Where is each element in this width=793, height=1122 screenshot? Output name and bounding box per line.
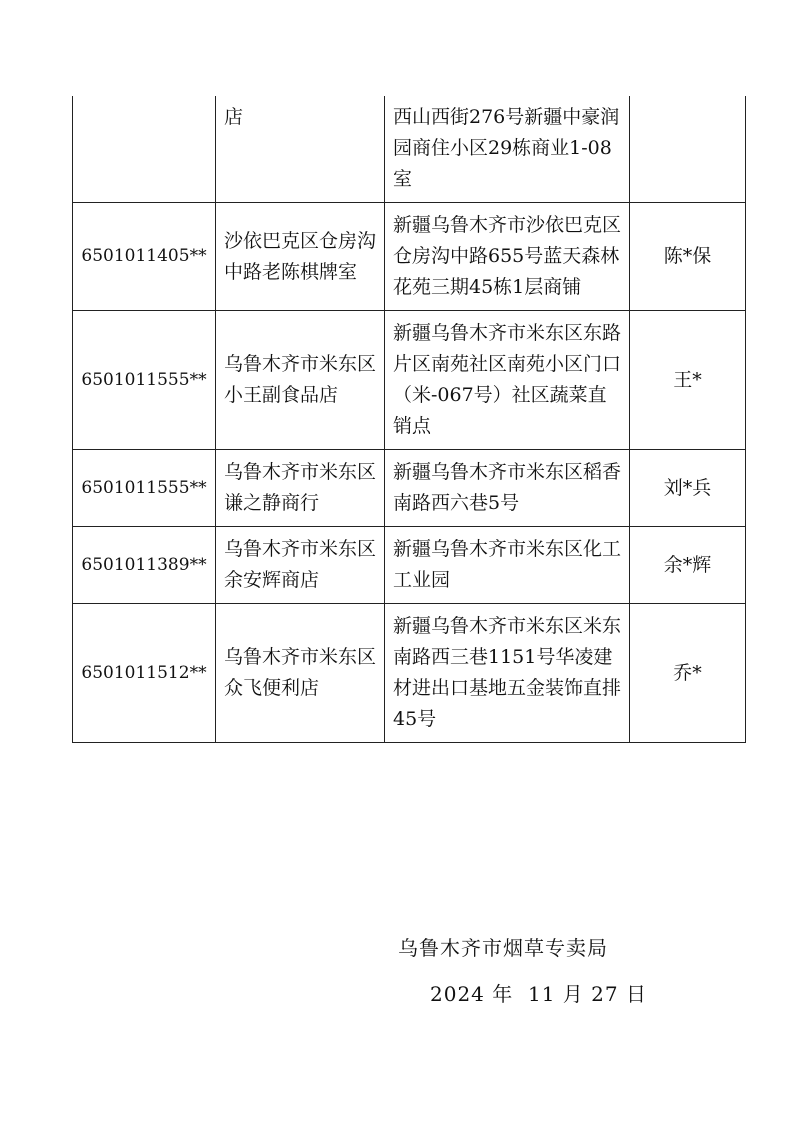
address-cell: 新疆乌鲁木齐市米东区稻香南路西六巷5号	[385, 450, 630, 527]
store-name-cell: 乌鲁木齐市米东区小王副食品店	[216, 311, 385, 450]
store-name-cell: 店	[216, 96, 385, 203]
table-row	[73, 96, 746, 203]
issuing-organization: 乌鲁木齐市烟草专卖局	[398, 936, 608, 960]
license-id-cell: 6501011405**	[73, 203, 216, 311]
table-row	[73, 527, 746, 604]
license-id-cell	[73, 96, 216, 203]
address-cell: 新疆乌鲁木齐市米东区东路片区南苑社区南苑小区门口（米-067号）社区蔬菜直销点	[385, 311, 630, 450]
license-id-cell: 6501011555**	[73, 311, 216, 450]
person-cell: 余*辉	[630, 527, 746, 604]
address-cell: 新疆乌鲁木齐市米东区米东南路西三巷1151号华凌建材进出口基地五金装饰直排45号	[385, 604, 630, 743]
person-cell: 王*	[630, 311, 746, 450]
person-cell: 乔*	[630, 604, 746, 743]
person-cell	[630, 96, 746, 203]
store-name-cell: 乌鲁木齐市米东区谦之静商行	[216, 450, 385, 527]
table-row	[73, 311, 746, 450]
store-name-cell: 沙依巴克区仓房沟中路老陈棋牌室	[216, 203, 385, 311]
address-cell: 新疆乌鲁木齐市米东区化工工业园	[385, 527, 630, 604]
address-cell: 新疆乌鲁木齐市沙依巴克区仓房沟中路655号蓝天森林花苑三期45栋1层商铺	[385, 203, 630, 311]
license-id-cell: 6501011555**	[73, 450, 216, 527]
license-id-cell: 6501011512**	[73, 604, 216, 743]
person-cell: 陈*保	[630, 203, 746, 311]
license-table	[72, 96, 746, 743]
table-row	[73, 604, 746, 743]
store-name-cell: 乌鲁木齐市米东区余安辉商店	[216, 527, 385, 604]
issue-date: 2024 年 11 月 27 日	[430, 982, 647, 1006]
store-name-cell: 乌鲁木齐市米东区众飞便利店	[216, 604, 385, 743]
person-cell: 刘*兵	[630, 450, 746, 527]
table-row	[73, 203, 746, 311]
license-id-cell: 6501011389**	[73, 527, 216, 604]
table-row	[73, 450, 746, 527]
address-cell: 西山西街276号新疆中豪润园商住小区29栋商业1-08室	[385, 96, 630, 203]
